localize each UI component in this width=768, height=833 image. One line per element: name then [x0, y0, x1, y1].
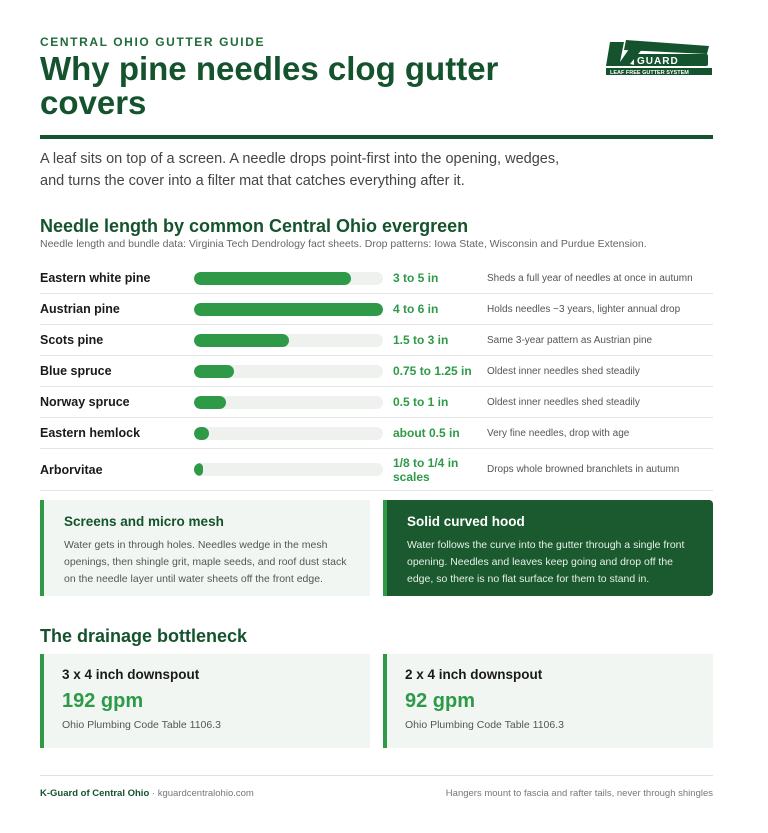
needle-row [40, 263, 713, 294]
length-bar-track [194, 427, 383, 440]
tree-name: Scots pine [40, 333, 104, 347]
drop-pattern-note: Drops whole browned branchlets in autumn [487, 464, 680, 475]
needle-row [40, 418, 713, 449]
downspout-size: 3 x 4 inch downspout [62, 667, 200, 682]
tree-name: Austrian pine [40, 302, 120, 316]
needle-length: 0.75 to 1.25 in [393, 364, 472, 378]
length-bar-track [194, 334, 383, 347]
drainage-section-title: The drainage bottleneck [40, 626, 248, 646]
intro-text: A leaf sits on top of a screen. A needle drops point-first into the opening, wedges, and turns the cover into a filter mat that catches everything after it. [40, 151, 560, 189]
drop-pattern-note: Very fine needles, drop with age [487, 427, 630, 439]
tree-name: Blue spruce [40, 364, 112, 378]
length-bar-fill [194, 396, 226, 409]
footer-site-link[interactable]: kguardcentralohio.com [157, 788, 254, 799]
drop-pattern-note: Same 3-year pattern as Austrian pine [487, 334, 653, 346]
length-bar-fill [194, 303, 383, 316]
needle-length: 1/8 to 1/4 in scales [393, 455, 459, 484]
length-bar-track [194, 303, 383, 316]
length-bar-track [194, 365, 383, 378]
tree-name: Arborvitae [40, 462, 103, 477]
downspout-source: Ohio Plumbing Code Table 1106.3 [405, 719, 564, 731]
needle-row [40, 449, 713, 491]
screens-card-body: Water gets in through holes. Needles wedge in the mesh openings, then shingle grit, maple seeds, and roof dust stack on the needle layer until water sheets off the front edge. [64, 539, 347, 585]
footer-separator: · [149, 788, 158, 799]
tree-name: Eastern hemlock [40, 426, 141, 440]
length-bar-fill [194, 272, 351, 285]
svg-text:GUARD: GUARD [637, 56, 679, 67]
screens-card [40, 500, 370, 596]
downspout-card-2x4 [383, 654, 713, 748]
needle-row [40, 325, 713, 356]
eyebrow: CENTRAL OHIO GUTTER GUIDE [40, 35, 266, 49]
length-bar-track [194, 396, 383, 409]
needle-length: 4 to 6 in [393, 302, 439, 316]
drop-pattern-note: Oldest inner needles shed steadily [487, 365, 640, 377]
tree-name: Norway spruce [40, 395, 130, 409]
page-title: Why pine needles clog gutter covers [40, 50, 499, 121]
footer-brand-line [40, 788, 254, 799]
svg-text:LEAF FREE GUTTER SYSTEM: LEAF FREE GUTTER SYSTEM [610, 70, 689, 76]
footer-rule [40, 775, 713, 776]
drop-pattern-note: Sheds a full year of needles at once in autumn [487, 272, 693, 284]
footer-note: Hangers mount to fascia and rafter tails, never through shingles [445, 788, 713, 799]
tree-name: Eastern white pine [40, 271, 151, 285]
drop-pattern-note: Holds needles ~3 years, lighter annual drop [487, 303, 681, 315]
length-bar-fill [194, 365, 234, 378]
needle-row [40, 387, 713, 418]
downspout-gpm: 192 gpm [62, 690, 144, 712]
header-rule [40, 135, 713, 139]
length-bar-fill [194, 427, 209, 440]
needle-length: 0.5 to 1 in [393, 395, 449, 409]
needle-length: 1.5 to 3 in [393, 333, 449, 347]
downspout-source: Ohio Plumbing Code Table 1106.3 [62, 719, 221, 731]
screens-card-title: Screens and micro mesh [64, 514, 224, 529]
needles-section-title: Needle length by common Central Ohio evergreen [40, 216, 469, 236]
length-bar-track [194, 272, 383, 285]
needle-length: about 0.5 in [393, 426, 460, 440]
hood-card [383, 500, 713, 596]
needle-row [40, 294, 713, 325]
hood-card-body: Water follows the curve into the gutter through a single front opening. Needles and leaves keep going and drop off the edge, so there is no flat surface for them to stand in. [407, 539, 685, 585]
needles-source: Needle length and bundle data: Virginia Tech Dendrology fact sheets. Drop patterns: Iowa State, Wisconsin and Purdue Extension. [40, 238, 647, 250]
kguard-logo [604, 38, 714, 78]
needle-row [40, 356, 713, 387]
downspout-size: 2 x 4 inch downspout [405, 667, 543, 682]
needle-length: 3 to 5 in [393, 271, 439, 285]
length-bar-track [194, 463, 383, 476]
drop-pattern-note: Oldest inner needles shed steadily [487, 396, 640, 408]
footer-brand: K-Guard of Central Ohio [40, 788, 150, 799]
length-bar-fill [194, 334, 289, 347]
hood-card-title: Solid curved hood [407, 514, 525, 529]
downspout-gpm: 92 gpm [405, 690, 476, 712]
downspout-card-3x4 [40, 654, 370, 748]
length-bar-fill [194, 463, 203, 476]
needle-table [40, 263, 713, 491]
